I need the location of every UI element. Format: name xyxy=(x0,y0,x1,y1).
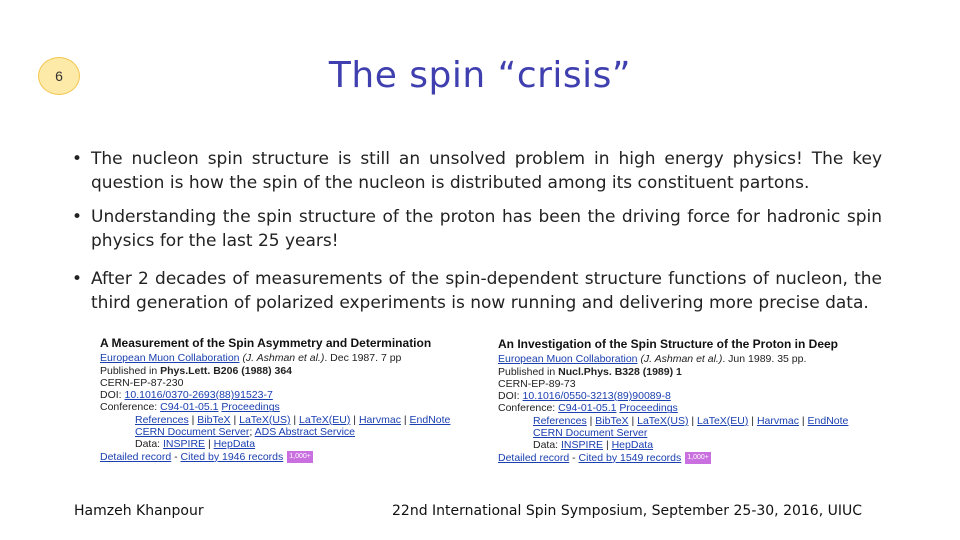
conference-label: Conference: xyxy=(498,402,559,415)
ads-link[interactable]: ADS Abstract Service xyxy=(254,426,356,439)
slide-title: The spin “crisis” xyxy=(328,55,632,96)
detailed-record-link[interactable]: Detailed record xyxy=(100,450,172,463)
bullet-item xyxy=(70,147,882,195)
bullet-item xyxy=(70,267,882,315)
proceedings-link[interactable]: Proceedings xyxy=(619,402,678,415)
report-number: CERN-EP-89-73 xyxy=(498,377,576,390)
doi-link[interactable]: 10.1016/0550-3213(89)90089-8 xyxy=(522,390,671,403)
published-label: Published in xyxy=(100,364,161,377)
data-label: Data: xyxy=(135,438,164,451)
inspire-record-1: A Measurement of the Spin Asymmetry and Determination European Muon Collaboration (J. Ashman et al.). Dec 1987. 7 pp Published in Phys.Lett. B206 (1988) 364 CERN-EP-87-230 DOI: 10.1016/0370-2693(88)91523-7 Conference: C94-01-05.1 Proceedings References | BibTeX | LaTeX(US) | LaTeX(EU) | Harvmac | EndNote CERN Document Server; ADS Abstract Service Data: INSPIRE | HepData Detailed record - Cited by 1946 records 1,000+ xyxy=(100,337,460,463)
record-title[interactable]: An Investigation of the Spin Structure of the Proton in Deep xyxy=(498,338,839,351)
collaboration-link[interactable]: European Muon Collaboration xyxy=(498,353,638,366)
bullet-dot: • xyxy=(72,149,83,169)
citation-badge: 1,000+ xyxy=(685,452,711,464)
bibtex-link[interactable]: BibTeX xyxy=(197,413,231,426)
inspire-link[interactable]: INSPIRE xyxy=(163,438,206,451)
harvmac-link[interactable]: Harvmac xyxy=(358,413,401,426)
bibtex-link[interactable]: BibTeX xyxy=(595,414,629,427)
endnote-link[interactable]: EndNote xyxy=(409,413,451,426)
footer-event: 22nd International Spin Symposium, September 25-30, 2016, UIUC xyxy=(392,503,863,519)
latex-us-link[interactable]: LaTeX(US) xyxy=(637,414,689,427)
harvmac-link[interactable]: Harvmac xyxy=(756,414,799,427)
bullet-dot: • xyxy=(72,207,83,227)
published-label: Published in xyxy=(498,365,559,378)
inspire-record-2: An Investigation of the Spin Structure of the Proton in Deep European Muon Collaboration (J. Ashman et al.). Jun 1989. 35 pp. Published in Nucl.Phys. B328 (1989) 1 CERN-EP-89-73 DOI: 10.1016/0550-3213(89)90089-8 Conference: C94-01-05.1 Proceedings References | BibTeX | LaTeX(US) | LaTeX(EU) | Harvmac | EndNote CERN Document Server Data: INSPIRE | HepData Detailed record - Cited by 1549 records 1,000+ xyxy=(498,338,856,464)
footer-author: Hamzeh Khanpour xyxy=(74,503,204,519)
detailed-record-link[interactable]: Detailed record xyxy=(498,451,570,464)
record-date: . Dec 1987. 7 pp xyxy=(324,352,402,365)
journal-ref: Nucl.Phys. B328 (1989) 1 xyxy=(558,365,682,378)
cds-link[interactable]: CERN Document Server xyxy=(533,427,648,440)
journal-ref: Phys.Lett. B206 (1988) 364 xyxy=(160,364,293,377)
bullet-text: After 2 decades of measurements of the spin-dependent structure functions of nucleon, the third generation of polarized experiments is now running and delivering more precise data. xyxy=(91,269,882,313)
bullet-text: Understanding the spin structure of the proton has been the driving force for hadronic spin physics for the last 25 years! xyxy=(91,207,882,251)
endnote-link[interactable]: EndNote xyxy=(807,414,849,427)
references-link[interactable]: References xyxy=(135,413,189,426)
conference-label: Conference: xyxy=(100,401,161,414)
doi-label: DOI: xyxy=(100,389,125,402)
cited-by-link[interactable]: Cited by 1549 records xyxy=(578,451,682,464)
cds-link[interactable]: CERN Document Server xyxy=(135,426,250,439)
bullet-text: The nucleon spin structure is still an unsolved problem in high energy physics! The key question is how the spin of the nucleon is distributed among its constituent partons. xyxy=(91,149,882,193)
inspire-link[interactable]: INSPIRE xyxy=(561,439,604,452)
hepdata-link[interactable]: HepData xyxy=(213,438,256,451)
hepdata-link[interactable]: HepData xyxy=(611,439,654,452)
collaboration-link[interactable]: European Muon Collaboration xyxy=(100,352,240,365)
latex-eu-link[interactable]: LaTeX(EU) xyxy=(299,413,351,426)
report-number: CERN-EP-87-230 xyxy=(100,376,184,389)
proceedings-link[interactable]: Proceedings xyxy=(221,401,280,414)
record-title[interactable]: A Measurement of the Spin Asymmetry and Determination xyxy=(100,337,432,350)
latex-eu-link[interactable]: LaTeX(EU) xyxy=(697,414,749,427)
doi-label: DOI: xyxy=(498,390,523,403)
slide-number-badge: 6 xyxy=(38,57,80,95)
latex-us-link[interactable]: LaTeX(US) xyxy=(239,413,291,426)
data-label: Data: xyxy=(533,439,562,452)
bullet-item xyxy=(70,205,882,253)
authors: (J. Ashman et al.) xyxy=(640,353,723,366)
citation-badge: 1,000+ xyxy=(287,451,313,463)
bullet-dot: • xyxy=(72,269,83,289)
record-date: . Jun 1989. 35 pp. xyxy=(722,353,807,366)
bullet-list xyxy=(70,147,882,325)
cited-by-link[interactable]: Cited by 1946 records xyxy=(180,450,284,463)
references-link[interactable]: References xyxy=(533,414,587,427)
authors: (J. Ashman et al.) xyxy=(242,352,325,365)
conference-link[interactable]: C94-01-05.1 xyxy=(558,402,617,415)
conference-link[interactable]: C94-01-05.1 xyxy=(160,401,219,414)
doi-link[interactable]: 10.1016/0370-2693(88)91523-7 xyxy=(124,389,273,402)
